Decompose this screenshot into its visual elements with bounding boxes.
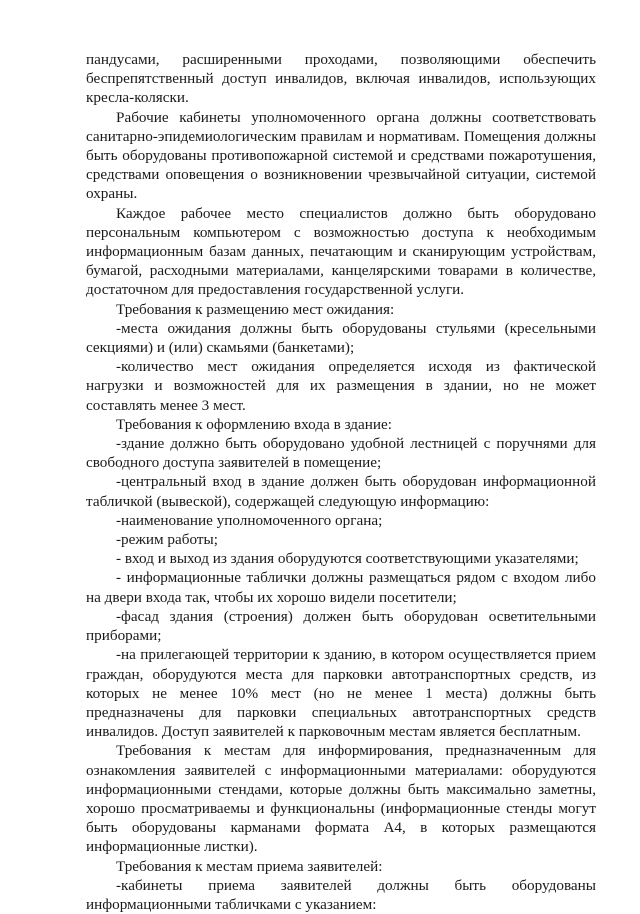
paragraph-10: -наименование уполномоченного органа; xyxy=(116,511,383,529)
document-page xyxy=(86,50,596,914)
paragraph-9: -центральный вход в здание должен быть оборудован информационной табличкой (вывеской), содержащей следующую информацию: xyxy=(86,473,596,510)
paragraph-4: Требования к размещению мест ожидания: xyxy=(116,300,395,318)
paragraph-6: -количество мест ожидания определяется исходя из фактической нагрузки и возможностей для их размещения в здании, но не может составлять менее 3 мест. xyxy=(86,358,596,414)
paragraph-17: Требования к местам приема заявителей: xyxy=(116,857,383,875)
paragraph-1: пандусами, расширенными проходами, позволяющими обеспечить беспрепятственный доступ инвалидов, включая инвалидов, использующих кресла-коляски. xyxy=(86,51,596,107)
paragraph-13: - информационные таблички должны размещаться рядом с входом либо на двери входа так, чтобы их хорошо видели посетители; xyxy=(86,569,596,606)
paragraph-2: Рабочие кабинеты уполномоченного органа должны соответствовать санитарно-эпидемиологическим правилам и нормативам. Помещения должны быть оборудованы противопожарной системой и средствами пожаротушения, средствами оповещения о возникновении чрезвычайной ситуации, системой охраны. xyxy=(86,108,596,203)
paragraph-11: -режим работы; xyxy=(116,531,218,549)
paragraph-18: -кабинеты приема заявителей должны быть оборудованы информационными табличками с указанием: xyxy=(86,876,596,913)
paragraph-12: - вход и выход из здания оборудуются соответствующими указателями; xyxy=(116,550,579,568)
paragraph-14: -фасад здания (строения) должен быть оборудован осветительными приборами; xyxy=(86,607,596,645)
paragraph-7: Требования к оформлению входа в здание: xyxy=(116,415,392,433)
paragraph-3: Каждое рабочее место специалистов должно быть оборудовано персональным компьютером с возможностью доступа к необходимым информационным базам данных, печатающим и сканирующим устройствам, бумагой, расходными материалами, канцелярскими товарами в количестве, достаточном для предоставления государственной услуги. xyxy=(86,204,596,299)
paragraph-15: -на прилегающей территории к зданию, в котором осуществляется прием граждан, оборудуются места для парковки автотранспортных средств, из которых не менее 10% мест (но не менее 1 места) должны быть предназначены для парковки специальных автотранспортных средств инвалидов. Доступ заявителей к парковочным местам является бесплатным. xyxy=(86,646,596,741)
paragraph-16: Требования к местам для информирования, предназначенным для ознакомления заявителей с информационными материалами: оборудуются информационными стендами, которые должны быть максимально заметны, хорошо просматриваемы и функциональны (информационные стенды могут быть оборудованы карманами формата А4, в которых размещаются информационные листки). xyxy=(86,742,596,856)
paragraph-5: -места ожидания должны быть оборудованы стульями (кресельными секциями) и (или) скамьями (банкетами); xyxy=(86,319,596,357)
paragraph-8: -здание должно быть оборудовано удобной лестницей с поручнями для свободного доступа заявителей в помещение; xyxy=(86,435,596,472)
